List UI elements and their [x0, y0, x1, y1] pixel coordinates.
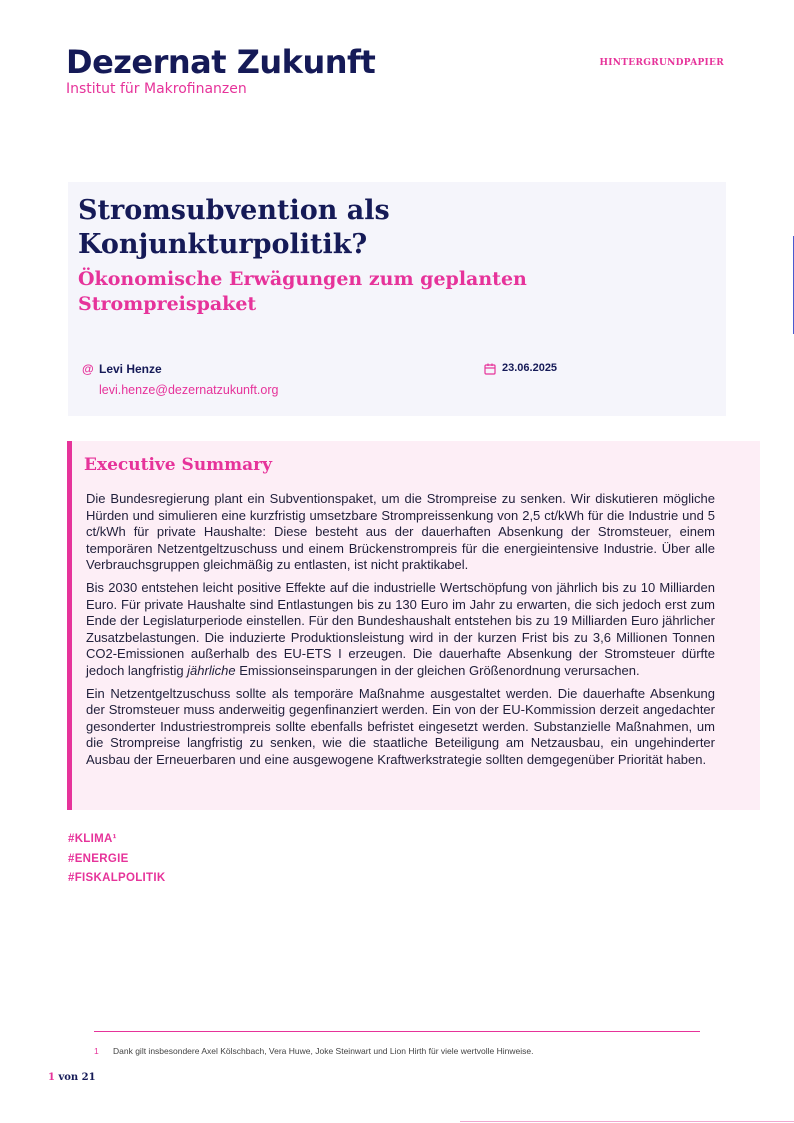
tag-list [68, 830, 165, 889]
summary-paragraph-3: Ein Netzentgeltzuschuss sollte als temporäre Maßnahme ausgestaltet werden. Die dauerhafte Absenkung der Stromsteuer muss anderweitig gegenfinanziert werden. Ein von der EU-Kommission derzeit angedachter gesonderter Industriestrompreis sollte ebenfalls befristet eingesetzt werden. Substanzielle Maßnahmen, um die Strompreise langfristig zu senken, wie die staatliche Beteiligung am Netzausbau, ein ungehinderter Ausbau der Erneuerbaren und eine ausgewogene Kraftwerkstrategie sollten demgegenüber Priorität haben. [86, 685, 715, 767]
title-line-2: Konjunkturpolitik? [78, 229, 368, 260]
tag-klima[interactable]: #KLIMA¹ [68, 833, 117, 845]
tag-energie[interactable]: #ENERGIE [68, 852, 129, 865]
total-pages: von 21 [54, 1072, 96, 1083]
footnote [94, 1046, 534, 1056]
footnote-divider [94, 1031, 700, 1032]
subtitle-line-1: Ökonomische Erwägungen zum geplanten [78, 268, 527, 290]
summary-paragraph-2-end: Emissionseinsparungen in der gleichen Größenordnung verursachen. [235, 662, 640, 678]
footnote-number: 1 [94, 1046, 99, 1056]
footnote-text: Dank gilt insbesondere Axel Kölschbach, Vera Huwe, Joke Steinwart und Lion Hirth für viele wertvolle Hinweise. [113, 1046, 534, 1056]
brand-name: Dezernat Zukunft [66, 43, 376, 81]
brand-subtitle: Institut für Makrofinanzen [66, 81, 247, 97]
summary-emphasis: jährliche [187, 662, 236, 678]
executive-summary-box [67, 441, 760, 810]
bottom-divider [460, 1121, 794, 1122]
summary-paragraph-1: Die Bundesregierung plant ein Subventionspaket, um die Strompreise zu senken. Wir diskutieren mögliche Hürden und simulieren eine kurzfristig umsetzbare Strompreissenkung von 2,5 ct/kWh für die Industrie und 5 ct/kWh für private Haushalte: Diese besteht aus der dauerhaften Absenkung der Stromsteuer, einem temporären Netzentgeltzuschuss und einem Brückenstrompreis für die energieintensive Industrie. Über alle Verbrauchsgruppen gleichmäßig zu entlasten, ist nicht praktikabel. [86, 491, 715, 573]
brand-logo [66, 44, 375, 98]
document-subtitle [78, 267, 527, 317]
executive-summary-body [86, 491, 715, 775]
title-line-1: Stromsubvention als [78, 195, 390, 226]
subtitle-line-2: Strompreispaket [78, 293, 257, 315]
tag-fiskalpolitik[interactable]: #FISKALPOLITIK [68, 872, 166, 884]
document-title [78, 194, 390, 262]
current-page: 1 [48, 1072, 55, 1083]
author-email-link[interactable]: levi.henze@dezernatzukunft.org [99, 383, 279, 397]
page-number [48, 1072, 96, 1083]
summary-paragraph-2-text: Bis 2030 entstehen leicht positive Effekte auf die industrielle Wertschöpfung von jährlich bis zu 10 Milliarden Euro. Für private Haushalte sind Entlastungen bis zu 130 Euro im Jahr zu erwarten, die sich jedoch erst zum Ende der Legislaturperiode einstellen. Für den Bundeshaushalt entstehen bis zu 19 Milliarden Euro jährlicher Zusatzbelastungen. Die induzierte Produktionsleistung wird in der kurzen Frist bis zu 3,6 Millionen Tonnen CO2-Emissionen außerhalb des EU-ETS I erzeugen. Die dauerhafte Absenkung der Stromsteuer dürfte jedoch langfristig [86, 579, 715, 678]
publication-date: 23.06.2025 [502, 362, 558, 374]
executive-summary-heading: Executive Summary [84, 455, 273, 475]
author-name: Levi Henze [99, 362, 162, 376]
document-type-label: HINTERGRUNDPAPIER [599, 58, 724, 68]
at-icon: @ [82, 362, 94, 376]
calendar-icon [484, 363, 496, 375]
title-block [68, 182, 726, 416]
summary-paragraph-2 [86, 580, 715, 680]
